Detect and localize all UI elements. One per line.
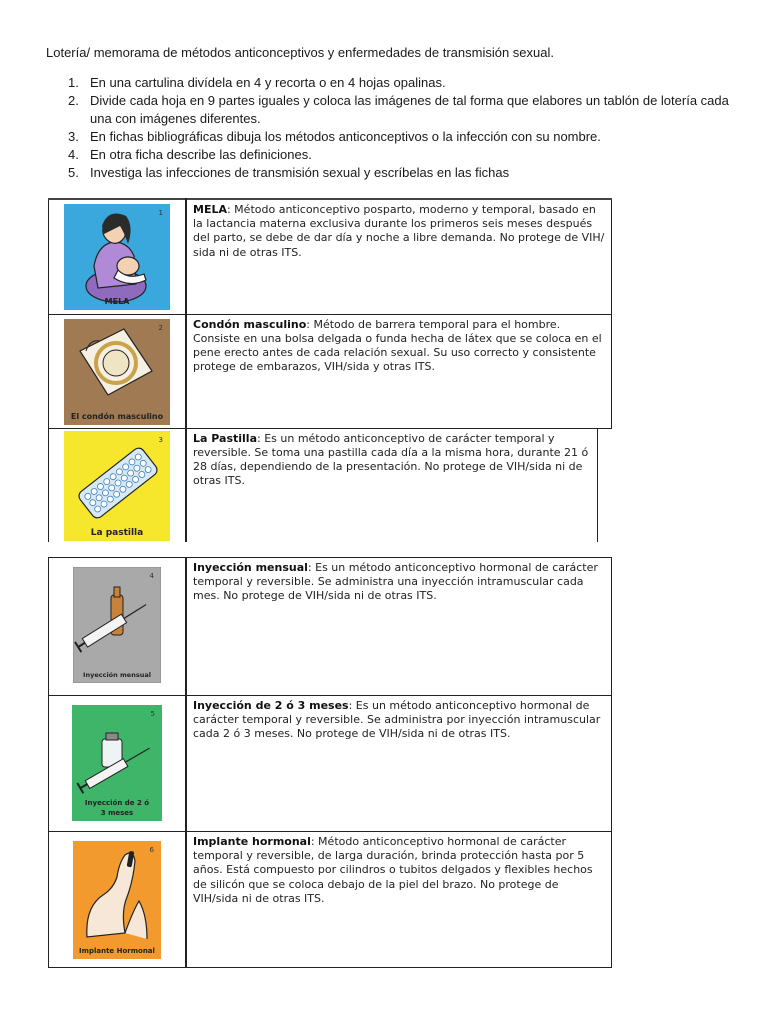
card-term: Inyección de 2 ó 3 meses bbox=[193, 699, 349, 712]
card-inyeccion-2-3-meses bbox=[72, 705, 162, 821]
table-row bbox=[49, 696, 612, 832]
card-label: La pastilla bbox=[90, 527, 144, 538]
instructions-list bbox=[46, 74, 736, 182]
card-label: Implante Hormonal bbox=[79, 947, 155, 955]
card-definition: : Es un método anticonceptivo hormonal de carácter temporal y reversible. Se administra una inyección intramuscular cada mes. No protege de VIH/sida ni de otras ITS. bbox=[193, 561, 598, 603]
card-cell bbox=[49, 199, 187, 314]
list-item: 4. En otra ficha describe las definiciones. bbox=[68, 147, 312, 162]
methods-table-2 bbox=[48, 557, 612, 968]
card-implante bbox=[73, 841, 161, 959]
condom-icon bbox=[64, 319, 170, 425]
table-row bbox=[49, 832, 612, 968]
card-definition: : Método anticonceptivo hormonal de carácter temporal y reversible, de larga duración, brinda protección hasta por 5 años. Está compuesto por cilindros o tubitos delgados y flexibles hechos de silicón que se coloca debajo de la piel del brazo. No protege de VIH/sida ni de otras ITS. bbox=[193, 835, 593, 905]
card-term: Condón masculino bbox=[193, 317, 307, 331]
methods-table-1 bbox=[48, 198, 612, 542]
card-term: Inyección mensual bbox=[193, 561, 308, 574]
card-definition: : Método de barrera temporal para el hombre. Consiste en una bolsa delgada o funda hecha de látex que se coloca en el pene erecto antes de cada relación sexual. Su uso correcto y consistente protege de embarazos, VIH/sida y otras ITS. bbox=[193, 317, 602, 374]
card-number: 5 bbox=[150, 710, 155, 718]
card-definition: : Es un método anticonceptivo de carácter temporal y reversible. Se toma una pastilla cada día a la misma hora, durante 21 ó 28 días, dependiendo de la presentación. No protege de VIH/sida ni de otras ITS. bbox=[193, 431, 589, 488]
pill-pack-icon bbox=[64, 431, 170, 541]
list-item: 2. Divide cada hoja en 9 partes iguales y coloca las imágenes de tal forma que elabores un tablón de lotería cada una con imágenes diferentes. bbox=[68, 93, 729, 126]
card-number: 4 bbox=[149, 572, 154, 580]
card-number: 2 bbox=[158, 323, 163, 332]
arm-implant-icon bbox=[73, 841, 161, 959]
list-item: 5. Investiga las infecciones de transmisión sexual y escríbelas en las fichas bbox=[68, 165, 510, 180]
syringe-ampoule-icon bbox=[73, 567, 161, 683]
card-cell bbox=[49, 696, 187, 832]
card-definition: : Método anticonceptivo posparto, moderno y temporal, basado en la lactancia materna exclusiva durante los primeros seis meses después del parto, se debe de dar día y noche a libre demanda. No protege de VIH/ sida ni de otras ITS. bbox=[193, 203, 605, 259]
card-pastilla bbox=[64, 431, 170, 541]
card-term: MELA bbox=[193, 203, 227, 216]
card-term: Implante hormonal bbox=[193, 835, 311, 848]
card-label: MELA bbox=[104, 297, 130, 306]
card-number: 1 bbox=[158, 209, 163, 217]
card-description bbox=[186, 314, 612, 428]
card-inyeccion-mensual bbox=[73, 567, 161, 683]
card-mela bbox=[64, 204, 170, 310]
list-item: 3. En fichas bibliográficas dibuja los métodos anticonceptivos o la infección con su nombre. bbox=[68, 129, 601, 144]
card-cell bbox=[49, 314, 187, 428]
breastfeeding-mother-icon bbox=[64, 204, 170, 310]
card-number: 6 bbox=[149, 846, 154, 854]
list-item: 1. En una cartulina divídela en 4 y recorta o en 4 hojas opalinas. bbox=[68, 75, 446, 90]
card-label: Inyección de 2 ó 3 meses bbox=[84, 799, 150, 817]
card-description bbox=[186, 696, 612, 832]
card-number: 3 bbox=[158, 435, 163, 444]
card-description bbox=[186, 832, 612, 968]
table-row bbox=[49, 558, 612, 696]
card-term: La Pastilla bbox=[193, 431, 257, 445]
card-definition: : Es un método anticonceptivo hormonal de carácter temporal y reversible. Se administra por inyección intramuscular cada 2 ó 3 meses. No protege de VIH/sida ni de otras ITS. bbox=[193, 699, 601, 741]
card-condon bbox=[64, 319, 170, 425]
table-row bbox=[49, 199, 612, 314]
card-label: Inyección mensual bbox=[83, 671, 151, 679]
card-cell bbox=[49, 558, 187, 696]
document-title: Lotería/ memorama de métodos anticonceptivos y enfermedades de transmisión sexual. bbox=[46, 45, 554, 60]
card-label: El condón masculino bbox=[70, 411, 164, 421]
card-description bbox=[186, 428, 612, 542]
card-cell bbox=[49, 832, 187, 968]
card-description bbox=[186, 558, 612, 696]
card-description bbox=[186, 199, 612, 314]
table-row bbox=[49, 428, 612, 542]
card-cell bbox=[49, 428, 187, 542]
table-row bbox=[49, 314, 612, 428]
